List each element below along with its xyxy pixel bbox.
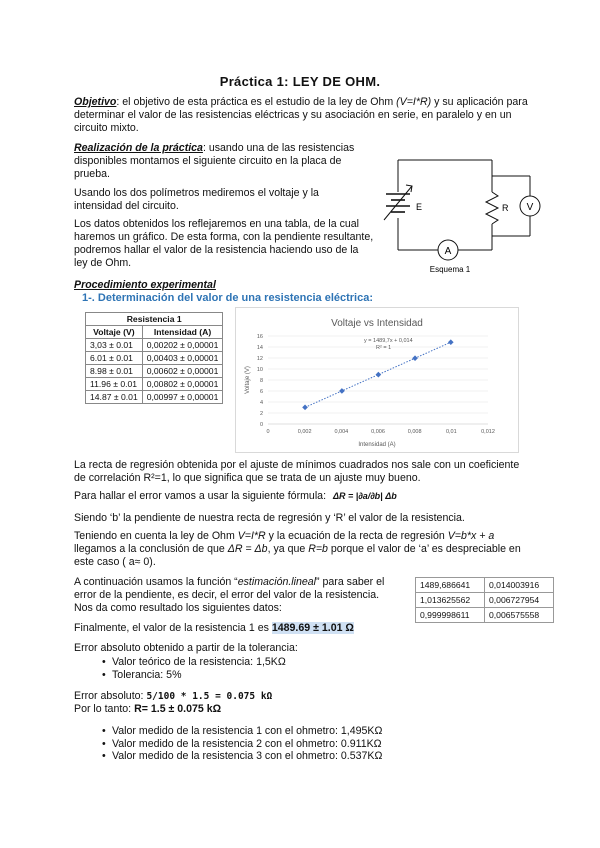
table-row — [86, 339, 223, 352]
x-axis-label: Intensidad (A) — [358, 442, 396, 448]
table-cell: 0,006575558 — [485, 608, 554, 623]
table-cell: 0,014003916 — [485, 578, 554, 593]
table-cell: 1,013625562 — [416, 593, 485, 608]
text-span: y la ecuación de la recta de regresión — [265, 530, 448, 542]
table-cell: 3,03 ± 0.01 — [86, 339, 143, 352]
objetivo-paragraph — [74, 96, 534, 135]
x-tick-label: 0,012 — [481, 429, 495, 435]
formula-span: V=I*R — [237, 530, 266, 542]
source-label: E — [416, 202, 423, 212]
x-tick-label: 0,002 — [297, 429, 312, 435]
table-row — [86, 391, 223, 404]
circuit-caption: Esquema 1 — [429, 265, 471, 274]
x-tick-label: 0 — [266, 429, 270, 435]
trendline-r2: R² = 1 — [376, 345, 392, 351]
table-row — [86, 352, 223, 365]
chart-title: Voltaje vs Intensidad — [331, 318, 423, 329]
column-header: Intensidad (A) — [142, 326, 223, 339]
voltmeter-label: V — [526, 202, 534, 213]
table-row — [416, 578, 554, 593]
voltage-vs-current-chart — [235, 307, 519, 453]
objetivo-text-1: : el objetivo de esta práctica es el estudio de la ley de Ohm — [116, 96, 397, 108]
regresion-paragraph: La recta de regresión obtenida por el ajuste de mínimos cuadrados nos sale con un coeficiente de correlación R²=1, lo que significa que se trata de un ajuste muy bueno. — [74, 459, 520, 484]
text-span: llegamos a la conclusión de que — [74, 543, 228, 555]
table-cell: 11.96 ± 0.01 — [86, 378, 143, 391]
y-tick-label: 14 — [256, 345, 263, 351]
y-axis-label: Voltaje (V) — [245, 366, 251, 394]
final-text: Finalmente, el valor de la resistencia 1 es — [74, 622, 272, 634]
y-tick-label: 2 — [259, 411, 263, 417]
realizacion-label: Realización de la práctica — [74, 142, 203, 154]
text-span: Teniendo en cuenta la ley de Ohm — [74, 530, 238, 542]
procedimiento-heading: Procedimiento experimental — [74, 279, 216, 291]
error-formula-value: 5/100 * 1.5 = 0.075 kΩ — [146, 691, 273, 702]
x-tick-label: 0,01 — [445, 429, 457, 435]
y-tick-label: 10 — [256, 367, 263, 373]
text-span: , ya que — [267, 543, 309, 555]
table-cell: 0,00202 ± 0,00001 — [142, 339, 223, 352]
function-name: estimación.lineal — [237, 576, 317, 588]
datos-paragraph: Los datos obtenidos los reflejaremos en una tabla, de la cual haremos un gráfico. De esta forma, con la pendiente resultante, podremos hallar el valor de la resistencia haciendo uso de la ley de Ohm. — [74, 218, 374, 269]
table-row — [86, 378, 223, 391]
ohm-formula: (V=I*R) — [396, 96, 432, 108]
resistor-label: R — [502, 203, 509, 213]
resistance-data-table — [85, 312, 223, 404]
final-value: 1489.69 ± 1.01 Ω — [271, 622, 354, 634]
list-item: • Valor medido de la resistencia 2 con el ohmetro: 0.911KΩ — [70, 738, 382, 751]
list-item: • Valor teórico de la resistencia: 1,5KΩ — [70, 656, 286, 669]
formula-span: R=b — [308, 543, 328, 555]
data-point — [302, 405, 308, 411]
column-header: Voltaje (V) — [86, 326, 143, 339]
trendline-equation: y = 1489,7x + 0,014 — [364, 338, 413, 344]
realizacion-paragraph — [74, 142, 370, 181]
formula-span: V=b*x + a — [447, 530, 495, 542]
data-point — [448, 339, 454, 345]
error-absoluto-line — [74, 690, 272, 703]
conclusion-label: Por lo tanto: — [74, 703, 135, 715]
ohm-relation-paragraph — [74, 530, 524, 569]
ohmetro-list — [70, 725, 382, 763]
final-paragraph — [74, 622, 354, 635]
formula-span: ΔR = Δb — [227, 543, 268, 555]
data-point — [412, 355, 418, 361]
y-tick-label: 12 — [256, 356, 263, 362]
y-tick-label: 16 — [256, 334, 263, 340]
circuit-diagram — [380, 148, 550, 278]
table-cell: 8.98 ± 0.01 — [86, 365, 143, 378]
table-cell: 1489,686641 — [416, 578, 485, 593]
table-title: Resistencia 1 — [86, 313, 223, 326]
table-cell: 0,00602 ± 0,00001 — [142, 365, 223, 378]
data-point — [339, 388, 345, 394]
text-span: ” para saber el error de la pendiente, es decir, el error del valor de la resistencia. Nos da como resultado los siguientes datos: — [74, 576, 385, 614]
estimacion-paragraph — [74, 576, 399, 615]
text-span: A continuación usamos la función “ — [74, 576, 238, 588]
objetivo-label: Objetivo — [74, 96, 117, 108]
table-cell: 14.87 ± 0.01 — [86, 391, 143, 404]
ammeter-label: A — [444, 246, 452, 257]
x-tick-label: 0,004 — [334, 429, 349, 435]
text-span: porque el valor de ‘a’ es despreciable en este caso ( a≈ 0). — [74, 543, 521, 568]
table-cell: 0,00403 ± 0,00001 — [142, 352, 223, 365]
table-cell: 0,999998611 — [416, 608, 485, 623]
tolerancia-list — [70, 656, 286, 681]
y-tick-label: 4 — [259, 400, 263, 406]
table-row — [416, 593, 554, 608]
data-point — [376, 372, 382, 378]
table-row — [416, 608, 554, 623]
conclusion-value: R= 1.5 ± 0.075 kΩ — [134, 703, 222, 715]
x-tick-label: 0,006 — [371, 429, 385, 435]
table-row — [86, 365, 223, 378]
table-cell: 0,006727954 — [485, 593, 554, 608]
list-item: • Valor medido de la resistencia 1 con el ohmetro: 1,495KΩ — [70, 725, 382, 738]
y-tick-label: 8 — [259, 378, 263, 384]
table-cell: 6.01 ± 0.01 — [86, 352, 143, 365]
polimetros-paragraph: Usando los dos polímetros mediremos el voltaje y la intensidad del circuito. — [74, 187, 319, 212]
y-tick-label: 0 — [259, 422, 263, 428]
error-formula: ΔR = |∂a/∂b| Δb — [332, 491, 397, 501]
estimacion-lineal-table — [415, 577, 554, 623]
section-1-heading: 1-. Determinación del valor de una resistencia eléctrica: — [82, 292, 374, 304]
objetivo-text-2: y su aplicación para determinar el valor de las resistencias eléctricas y su asociación en serie, en paralelo y en un circuito mixto. — [74, 96, 528, 134]
pendiente-paragraph: Siendo ‘b’ la pendiente de nuestra recta de regresión y ‘R’ el valor de la resistencia. — [74, 512, 465, 524]
formula-paragraph — [74, 490, 397, 503]
table-cell: 0,00997 ± 0,00001 — [142, 391, 223, 404]
y-tick-label: 6 — [259, 389, 263, 395]
tolerancia-intro: Error absoluto obtenido a partir de la tolerancia: — [74, 642, 298, 654]
x-tick-label: 0,008 — [407, 429, 422, 435]
table-cell: 0,00802 ± 0,00001 — [142, 378, 223, 391]
formula-intro: Para hallar el error vamos a usar la siguiente fórmula: — [74, 490, 327, 502]
realizacion-text: : usando una de las resistencias disponibles montamos el siguiente circuito en la placa de prueba. — [74, 142, 355, 180]
page-title: Práctica 1: LEY DE OHM. — [219, 74, 381, 89]
list-item: • Tolerancia: 5% — [70, 669, 286, 682]
list-item: • Valor medido de la resistencia 3 con el ohmetro: 0.537KΩ — [70, 750, 382, 763]
conclusion-line — [74, 703, 221, 716]
error-label: Error absoluto: — [74, 690, 147, 702]
